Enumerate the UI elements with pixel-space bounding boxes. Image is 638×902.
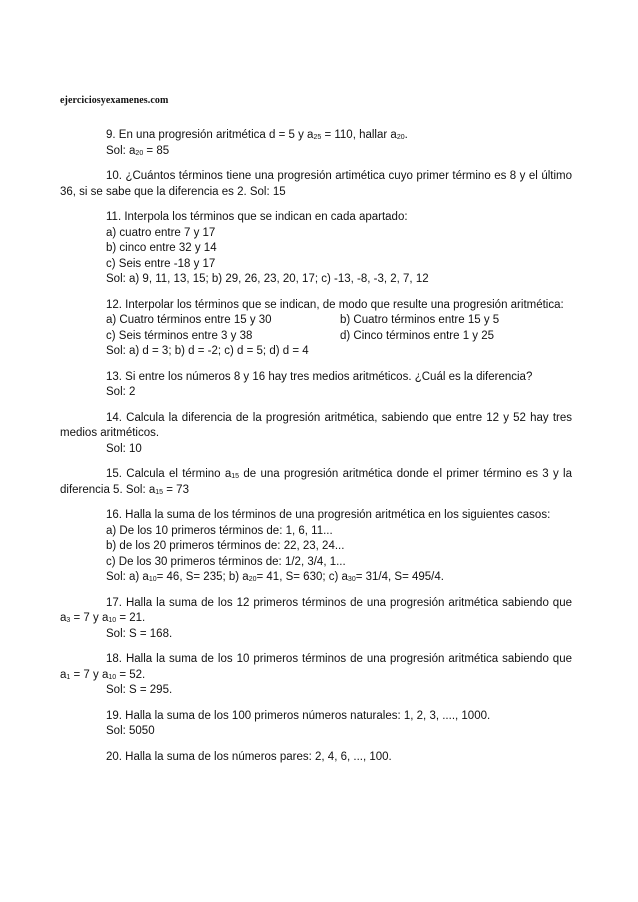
problem-15-text-3: = 73 <box>163 483 189 496</box>
problem-17-text-3: = 21. <box>116 612 146 624</box>
problem-17-text <box>60 596 572 627</box>
subscript: 10 <box>148 576 157 583</box>
subscript: 15 <box>155 488 164 496</box>
problem-16-b: b) de los 20 primeros términos de: 22, 23, 24... <box>106 540 345 552</box>
subscript: 25 <box>313 134 322 141</box>
problem-9-text-3: . <box>404 129 408 141</box>
subscript: 10 <box>108 673 117 681</box>
subscript: 1 <box>66 673 71 681</box>
problem-17-solution: Sol: S = 168. <box>106 627 173 640</box>
problem-16-c: c) De los 30 primeros términos de: 1/2, 3/4, 1... <box>106 555 346 568</box>
problem-12-solution: Sol: a) d = 3; b) d = -2; c) d = 5; d) d = 4 <box>106 345 309 357</box>
problem-16-a: a) De los 10 primeros términos de: 1, 6, 11... <box>106 524 333 537</box>
problem-10 <box>60 169 572 200</box>
problem-17-text-1: 17. Halla la suma de los 12 primeros términos de una progresión aritmética sabiendo que a <box>60 596 572 624</box>
solution-text-2: = 85 <box>143 144 170 157</box>
problem-11 <box>60 210 572 288</box>
problem-18 <box>60 652 572 699</box>
problem-15-text-1: 15. Calcula el término a <box>106 468 232 480</box>
problem-19-solution: Sol: 5050 <box>106 725 155 737</box>
problem-20-text: 20. Halla la suma de los números pares: 2, 4, 6, ..., 100. <box>106 750 392 763</box>
problem-18-text-3: = 52. <box>116 668 146 681</box>
problem-14 <box>60 411 572 458</box>
problem-14-solution: Sol: 10 <box>106 442 142 455</box>
problem-9-text-2: = 110, hallar a <box>321 129 397 141</box>
problem-20 <box>60 750 572 766</box>
site-header: ejerciciosyexamenes.com <box>60 95 169 106</box>
problem-12-row-1 <box>60 313 572 329</box>
subscript: 15 <box>231 473 240 480</box>
problem-9-question <box>60 128 572 144</box>
solution-text-4: = 31/4, S= 495/4. <box>355 571 444 583</box>
problem-9 <box>60 128 572 159</box>
problem-9-solution <box>60 144 572 160</box>
problem-13 <box>60 370 572 401</box>
subscript: 10 <box>108 617 117 624</box>
solution-text-1: Sol: a) a <box>106 571 149 583</box>
problem-17 <box>60 596 572 643</box>
subscript: 3 <box>66 617 71 624</box>
problem-13-text: 13. Si entre los números 8 y 16 hay tres medios aritméticos. ¿Cuál es la diferencia? <box>106 370 533 383</box>
problem-12-c: c) Seis términos entre 3 y 38 <box>106 329 253 342</box>
solution-text-3: = 41, S= 630; c) a <box>256 571 348 583</box>
problem-10-text: 10. ¿Cuántos términos tiene una progresión artimética cuyo primer término es 8 y el último 36, si se sabe que la diferencia es 2. Sol: 15 <box>60 170 572 198</box>
problem-15-text <box>60 467 572 498</box>
problem-16-solution <box>60 570 572 586</box>
problem-19-text: 19. Halla la suma de los 100 primeros números naturales: 1, 2, 3, ...., 1000. <box>106 709 491 722</box>
problem-9-text-1: 9. En una progresión aritmética d = 5 y a <box>106 129 314 141</box>
problem-18-solution: Sol: S = 295. <box>106 684 173 696</box>
document-body <box>60 128 572 775</box>
problem-12 <box>60 298 572 360</box>
problem-19 <box>60 709 572 740</box>
problem-16 <box>60 508 572 586</box>
solution-text-2: = 46, S= 235; b) a <box>156 571 249 583</box>
problem-12-title: 12. Interpolar los términos que se indican, de modo que resulte una progresión aritmética: <box>106 298 564 311</box>
problem-16-title: 16. Halla la suma de los términos de una progresión aritmética en los siguientes casos: <box>106 509 551 521</box>
problem-18-text-2: = 7 y a <box>70 668 109 681</box>
problem-11-b: b) cinco entre 32 y 14 <box>106 242 217 254</box>
problem-18-text <box>60 652 572 683</box>
problem-14-text: 14. Calcula la diferencia de la progresión aritmética, sabiendo que entre 12 y 52 hay tres medios aritméticos. <box>60 411 572 439</box>
subscript: 20 <box>135 149 144 157</box>
problem-11-c: c) Seis entre -18 y 17 <box>106 257 216 270</box>
subscript: 30 <box>347 576 356 583</box>
problem-18-text-1: 18. Halla la suma de los 10 primeros términos de una progresión aritmética sabiendo que a <box>60 653 572 681</box>
problem-12-b: b) Cuatro términos entre 15 y 5 <box>340 314 500 326</box>
problem-15 <box>60 467 572 498</box>
solution-text-1: Sol: a <box>106 144 136 157</box>
problem-11-solution: Sol: a) 9, 11, 13, 15; b) 29, 26, 23, 20, 17; c) -13, -8, -3, 2, 7, 12 <box>106 273 429 285</box>
problem-13-solution: Sol: 2 <box>106 386 136 398</box>
problem-12-d: d) Cinco términos entre 1 y 25 <box>340 329 495 342</box>
problem-12-a: a) Cuatro términos entre 15 y 30 <box>106 314 272 326</box>
problem-11-a: a) cuatro entre 7 y 17 <box>106 226 216 239</box>
problem-17-text-2: = 7 y a <box>70 612 109 624</box>
problem-15-text-2: de una progresión aritmética donde el primer término es 3 y la diferencia 5. Sol: a <box>60 468 573 496</box>
subscript: 20 <box>396 134 405 141</box>
subscript: 20 <box>248 576 257 583</box>
problem-11-title: 11. Interpola los términos que se indican en cada apartado: <box>106 211 408 223</box>
problem-12-row-2 <box>60 329 572 345</box>
